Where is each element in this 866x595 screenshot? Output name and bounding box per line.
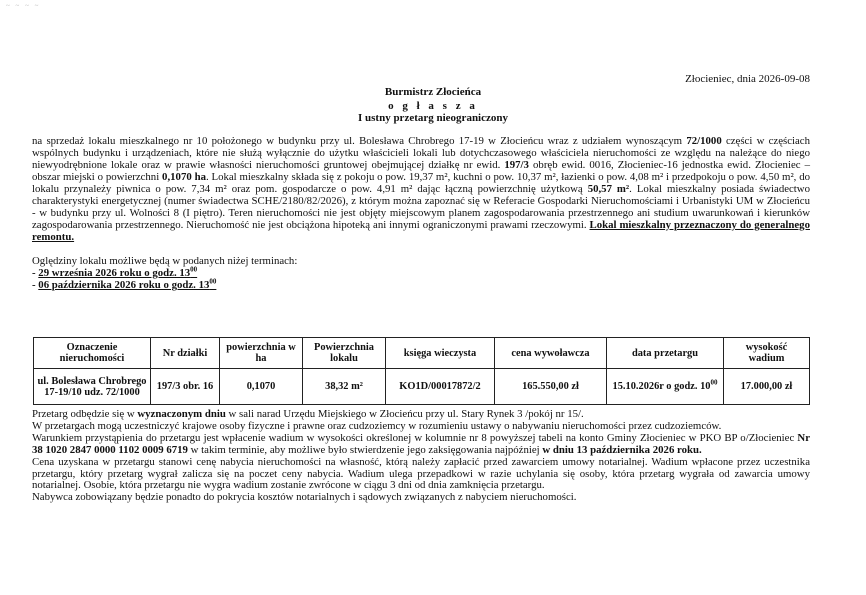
term-minutes: 00 — [190, 265, 198, 274]
inspection-term-2 — [32, 279, 297, 291]
auction-minutes: 00 — [710, 378, 718, 387]
term-minutes: 00 — [209, 277, 217, 286]
col-deposit: wysokość wadium — [724, 338, 810, 369]
cell-designation: ul. Bolesława Chrobrego 17-19/10 udz. 72/1000 — [34, 369, 151, 405]
bank-account: Nr 38 1020 2847 0000 1102 0009 6719 — [32, 431, 810, 456]
body-text: na sprzedaż lokalu mieszkalnego nr 10 położonego w budynku przy ul. Bolesława Chrobrego 17-19 w Złocieńcu wraz z udziałem wynoszącym — [32, 135, 683, 147]
cell-deposit: 17.000,00 zł — [724, 369, 810, 405]
body-text: Warunkiem przystąpienia do przetargu jest wpłacenie wadium w wysokości określonej w kolumnie nr 8 powyższej tabeli na konto Gminy Złocieniec w PKO BP o/Złocieniec — [32, 431, 795, 444]
document-date: Złocieniec, dnia 2026-09-08 — [685, 73, 810, 85]
body-text: obręb ewid. 0016, Złocieniec-16 jednostka ewid. Złocieniec – obszar miejski o powierzchni — [32, 158, 810, 183]
body-paragraph — [32, 136, 810, 244]
col-start-price: cena wywoławcza — [495, 338, 607, 369]
inspection-intro: Oględziny lokalu możliwe będą w podanych niżej terminach: — [32, 255, 298, 267]
term-text: 06 października 2026 roku o godz. 13 — [38, 279, 210, 291]
share-value: 72/1000 — [686, 135, 722, 147]
term-text: 29 września 2026 roku o godz. 13 — [38, 267, 191, 279]
condition-paragraph: Nabywca zobowiązany będzie ponadto do pokrycia kosztów notarialnych i sądowych związanych z nabyciem nieruchomości. — [32, 491, 577, 504]
announcement-verb: o g ł a s z a — [388, 100, 478, 112]
deposit-deadline: w dniu 13 października 2026 roku. — [542, 443, 702, 456]
inspection-terms — [32, 255, 297, 291]
condition-paragraph — [32, 433, 810, 457]
cell-start-price: 165.550,00 zł — [495, 369, 607, 405]
condition-paragraph: W przetargach mogą uczestniczyć krajowe osoby fizyczne i prawne oraz cudzoziemcy w rozumieniu ustawy o nabywaniu nieruchomości przez cudzoziemców. — [32, 419, 722, 432]
usable-area: 50,57 m² — [587, 182, 630, 195]
table-row — [34, 369, 810, 405]
scan-artifact: ~ ~ ~ ~ — [6, 2, 41, 10]
col-unit-area: Powierzchnia lokalu — [303, 338, 386, 369]
auction-conditions — [32, 409, 810, 504]
property-table — [33, 337, 810, 405]
parcel-area: 0,1070 ha — [162, 170, 206, 183]
condition-paragraph: Cena uzyskana w przetargu stanowi cenę nabycia nieruchomości na własność, którą należy zapłacić przed zawarciem umowy notarialnej. Wadium wpłacone przez uczestnika przetargu, który przetarg wygrał zalicza się na poczet ceny nabycia. Wadium ulega przepadkowi w razie uchylania się osoby, która przetarg wygrała od zawarcia umowy notarialnej. Osobie, która przetargu nie wygra wadium zostanie zwrócone w ciągu 3 dni od dnia zamknięcia przetargu. — [32, 455, 810, 492]
announcement-body — [32, 136, 810, 244]
issuer-title: Burmistrz Złocieńca — [384, 86, 482, 98]
body-text: . Lokal mieszkalny składa się z pokoju o pow. 19,37 m², kuchni o pow. 10,37 m², łazienki o pow. 4,08 m² i przedpokoju o pow. 4,50 m², do lokalu przynależy piwnica o pow. 7,34 m² oraz pom. gospodarcze o pow. 4,91 m² dając łączną powierzchnię użytkową — [32, 170, 811, 195]
auction-title: I ustny przetarg nieograniczony — [357, 112, 508, 124]
designated-day: wyznaczonym dniu — [137, 408, 226, 420]
cell-plot: 197/3 obr. 16 — [151, 369, 220, 405]
term-dash: - — [32, 267, 39, 279]
cell-auction-date — [607, 369, 724, 405]
col-auction-date: data przetargu — [607, 338, 724, 369]
body-text: . Lokal mieszkalny posiada świadectwo charakterystyki energetycznej (numer świadectwa SCHE/2180/82/2026), z którym można zapoznać się w Referacie Gospodarki Nieruchomościami i Urbanistyki UM w Złocieńcu - w budynku przy ul. Wolności 8 (I piętro). Teren nieruchomości nie jest objęty miejscowym planem zagospodarowania przestrzennego ani studium uwarunkowań i kierunków zagospodarowania przestrzennego. Nieruchomość nie jest obciążona hipoteką ani innymi ograniczonymi prawami rzeczowymi. — [32, 182, 810, 231]
body-text: części w częściach wspólnych budynku i urządzeniach, które nie służą wyłącznie do użytku właścicieli lokali lub dotychczasowego właściciela nieruchomości ze względu na należące do niego niewyodrębnione lokale oraz w prawie własności nieruchomości gruntowej obejmującej działkę nr ewid. — [32, 135, 810, 171]
auction-date-text: 15.10.2026r o godz. 10 — [612, 381, 711, 392]
table-header-row — [34, 338, 810, 369]
col-designation: Oznaczenie nieruchomości — [34, 338, 151, 369]
renovation-note: Lokal mieszkalny przeznaczony do generalnego remontu. — [32, 218, 810, 243]
body-text: w takim terminie, aby możliwe było stwierdzenie jego zaksięgowania najpóźniej — [190, 443, 540, 456]
cell-area: 0,1070 — [220, 369, 303, 405]
col-area: powierzchnia w ha — [220, 338, 303, 369]
cell-land-register: KO1D/00017872/2 — [386, 369, 495, 405]
term-dash: - — [32, 279, 39, 291]
body-text: w sali narad Urzędu Miejskiego w Złocieńcu przy ul. Stary Rynek 3 /pokój nr 15/. — [228, 408, 584, 420]
inspection-term-1 — [32, 267, 297, 279]
col-plot: Nr działki — [151, 338, 220, 369]
body-text: Przetarg odbędzie się w — [32, 408, 135, 420]
cell-unit-area: 38,32 m² — [303, 369, 386, 405]
parcel-number: 197/3 — [504, 158, 529, 171]
col-land-register: księga wieczysta — [386, 338, 495, 369]
